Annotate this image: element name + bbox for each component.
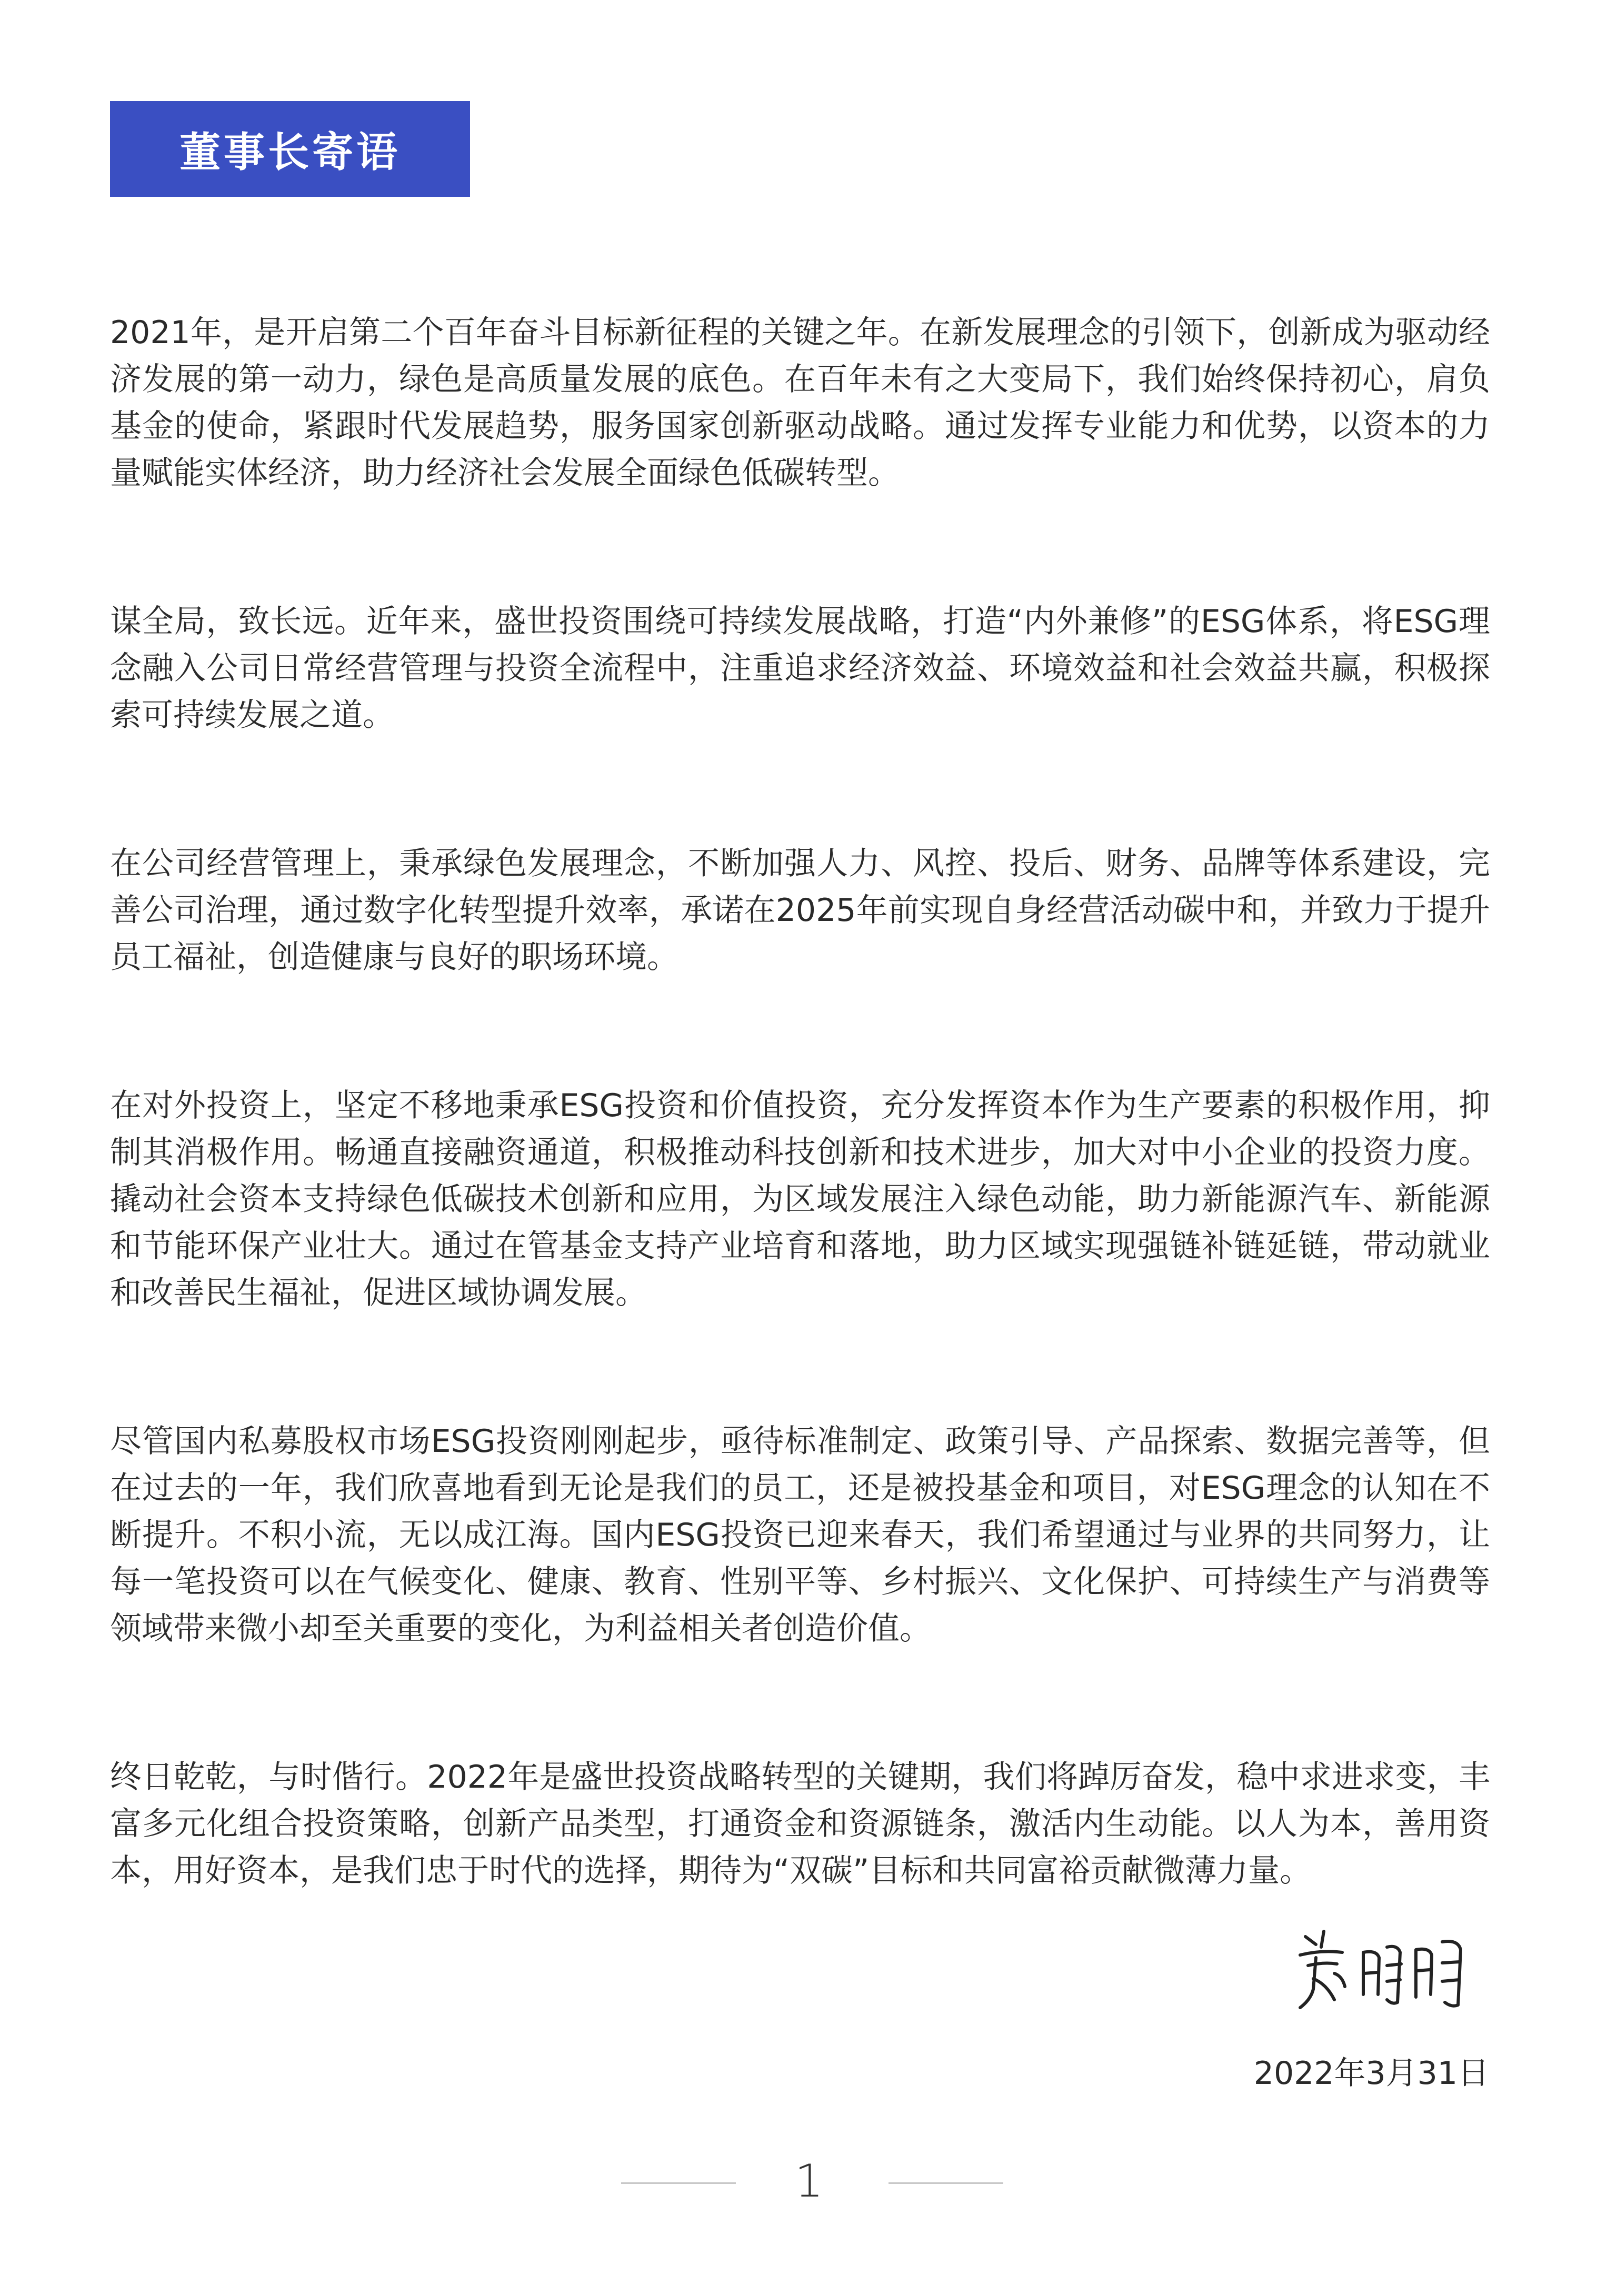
paragraph-5: 尽管国内私募股权市场ESG投资刚刚起步，亟待标准制定、政策引导、产品探索、数据完善等，但在过去的一年，我们欣喜地看到无论是我们的员工，还是被投基金和项目，对ESG理念的认知在不断提升。不积小流，无以成江海。国内ESG投资已迎来春天，我们希望通过与业界的共同努力，让每一笔投资可以在气候变化、健康、教育、性别平等、乡村振兴、文化保护、可持续生产与消费等领域带来微小却至关重要的变化，为利益相关者创造价值。 (110, 1423, 1490, 1647)
footer-divider-left (621, 2182, 736, 2184)
paragraph-2: 谋全局，致长远。近年来，盛世投资围绕可持续发展战略，打造“内外兼修”的ESG体系，将ESG理念融入公司日常经营管理与投资全流程中，注重追求经济效益、环境效益和社会效益共赢，积极探索可持续发展之道。 (110, 603, 1490, 734)
page-number: 1 (794, 2155, 824, 2208)
section-title-banner (110, 101, 470, 197)
paragraph-3: 在公司经营管理上，秉承绿色发展理念，不断加强人力、风控、投后、财务、品牌等体系建设，完善公司治理，通过数字化转型提升效率，承诺在2025年前实现自身经营活动碳中和，并致力于提升员工福祉，创造健康与良好的职场环境。 (110, 845, 1490, 976)
paragraph-6: 终日乾乾，与时偕行。2022年是盛世投资战略转型的关键期，我们将踔厉奋发，稳中求进求变，丰富多元化组合投资策略，创新产品类型，打通资金和资源链条，激活内生动能。以人为本，善用资本，用好资本，是我们忠于时代的选择，期待为“双碳”目标和共同富裕贡献微薄力量。 (110, 1759, 1490, 1889)
footer-divider-right (889, 2182, 1003, 2184)
page-title: 董事长寄语 (179, 129, 401, 176)
paragraph-4: 在对外投资上，坚定不移地秉承ESG投资和价值投资，充分发挥资本作为生产要素的积极作用，抑制其消极作用。畅通直接融资通道，积极推动科技创新和技术进步，加大对中小企业的投资力度。撬动社会资本支持绿色低碳技术创新和应用，为区域发展注入绿色动能，助力新能源汽车、新能源和节能环保产业壮大。通过在管基金支持产业培育和落地，助力区域实现强链补链延链，带动就业和改善民生福祉，促进区域协调发展。 (110, 1087, 1490, 1311)
handwritten-signature-icon (1284, 1916, 1495, 2021)
paragraph-1: 2021年，是开启第二个百年奋斗目标新征程的关键之年。在新发展理念的引领下，创新成为驱动经济发展的第一动力，绿色是高质量发展的底色。在百年未有之大变局下，我们始终保持初心，肩负基金的使命，紧跟时代发展趋势，服务国家创新驱动战略。通过发挥专业能力和优势，以资本的力量赋能实体经济，助力经济社会发展全面绿色低碳转型。 (110, 314, 1490, 492)
letter-date: 2022年3月31日 (1253, 2055, 1489, 2092)
letter-body (110, 309, 1490, 1996)
